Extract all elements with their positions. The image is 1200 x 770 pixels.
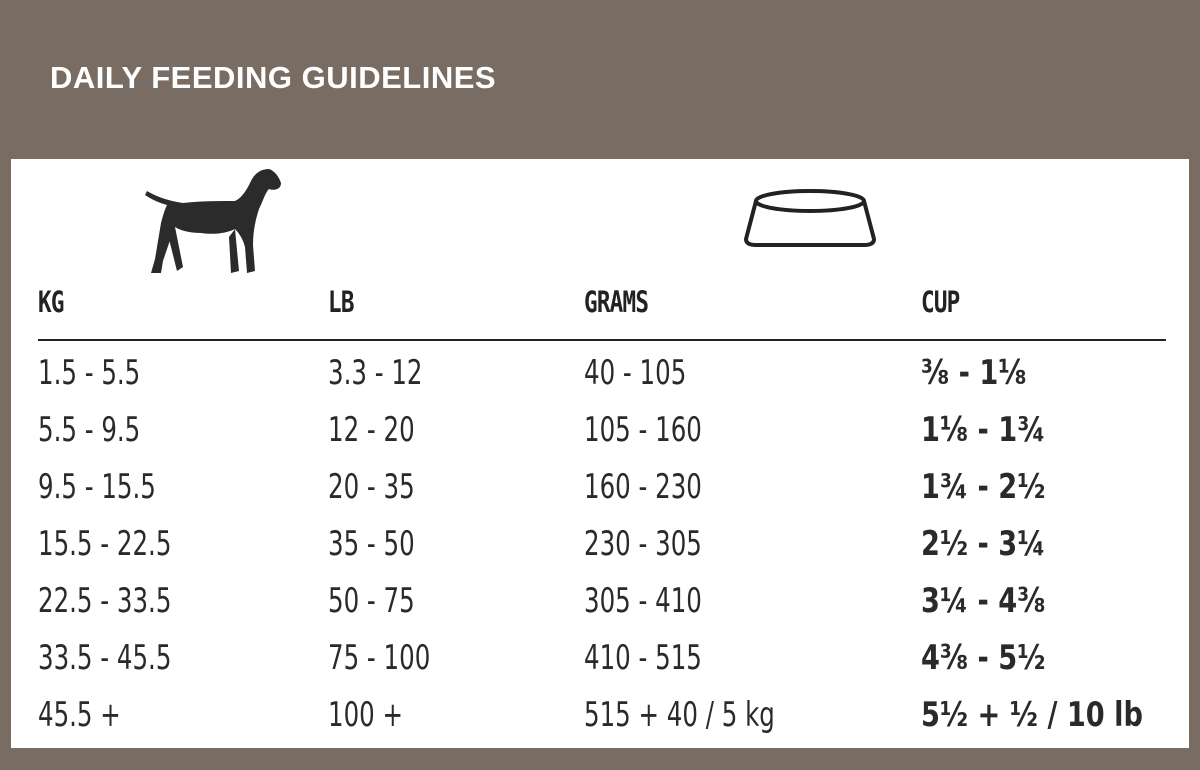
- table-row: [11, 353, 1189, 410]
- table-row: [11, 581, 1189, 638]
- cell-cup: 5½ + ½ / 10 lb: [921, 695, 1143, 735]
- header-divider: [38, 339, 1166, 341]
- header-grams: GRAMS: [584, 285, 649, 319]
- cell-grams: 230 - 305: [584, 524, 702, 564]
- cell-cup: 1¾ - 2½: [921, 467, 1046, 507]
- cell-kg: 45.5 +: [38, 695, 121, 735]
- feeding-table-panel: [11, 159, 1189, 748]
- bowl-icon: [742, 187, 878, 251]
- cell-lb: 75 - 100: [328, 638, 431, 678]
- cell-lb: 20 - 35: [328, 467, 415, 507]
- cell-grams: 40 - 105: [584, 353, 687, 393]
- cell-grams: 515 + 40 / 5 kg: [584, 695, 775, 735]
- table-row: [11, 695, 1189, 752]
- header-lb: LB: [328, 285, 354, 319]
- cell-kg: 22.5 - 33.5: [38, 581, 172, 621]
- cell-cup: 1⅛ - 1¾: [921, 410, 1046, 450]
- cell-grams: 410 - 515: [584, 638, 702, 678]
- cell-cup: ⅜ - 1⅛: [921, 353, 1027, 393]
- cell-kg: 1.5 - 5.5: [38, 353, 141, 393]
- cell-cup: 2½ - 3¼: [921, 524, 1046, 564]
- cell-grams: 105 - 160: [584, 410, 702, 450]
- header-kg: KG: [38, 285, 64, 319]
- page-title: DAILY FEEDING GUIDELINES: [50, 60, 497, 95]
- cell-kg: 9.5 - 15.5: [38, 467, 156, 507]
- cell-cup: 4⅜ - 5½: [921, 638, 1046, 678]
- table-row: [11, 524, 1189, 581]
- dog-icon: [139, 167, 281, 275]
- table-row: [11, 467, 1189, 524]
- cell-kg: 5.5 - 9.5: [38, 410, 141, 450]
- header-cup: CUP: [921, 285, 960, 319]
- cell-grams: 160 - 230: [584, 467, 702, 507]
- table-row: [11, 410, 1189, 467]
- cell-cup: 3¼ - 4⅜: [921, 581, 1046, 621]
- cell-lb: 100 +: [328, 695, 404, 735]
- table-row: [11, 638, 1189, 695]
- cell-lb: 50 - 75: [328, 581, 415, 621]
- cell-lb: 12 - 20: [328, 410, 415, 450]
- table-header-row: [11, 285, 1189, 329]
- cell-lb: 3.3 - 12: [328, 353, 423, 393]
- cell-kg: 33.5 - 45.5: [38, 638, 172, 678]
- cell-grams: 305 - 410: [584, 581, 702, 621]
- cell-kg: 15.5 - 22.5: [38, 524, 172, 564]
- cell-lb: 35 - 50: [328, 524, 415, 564]
